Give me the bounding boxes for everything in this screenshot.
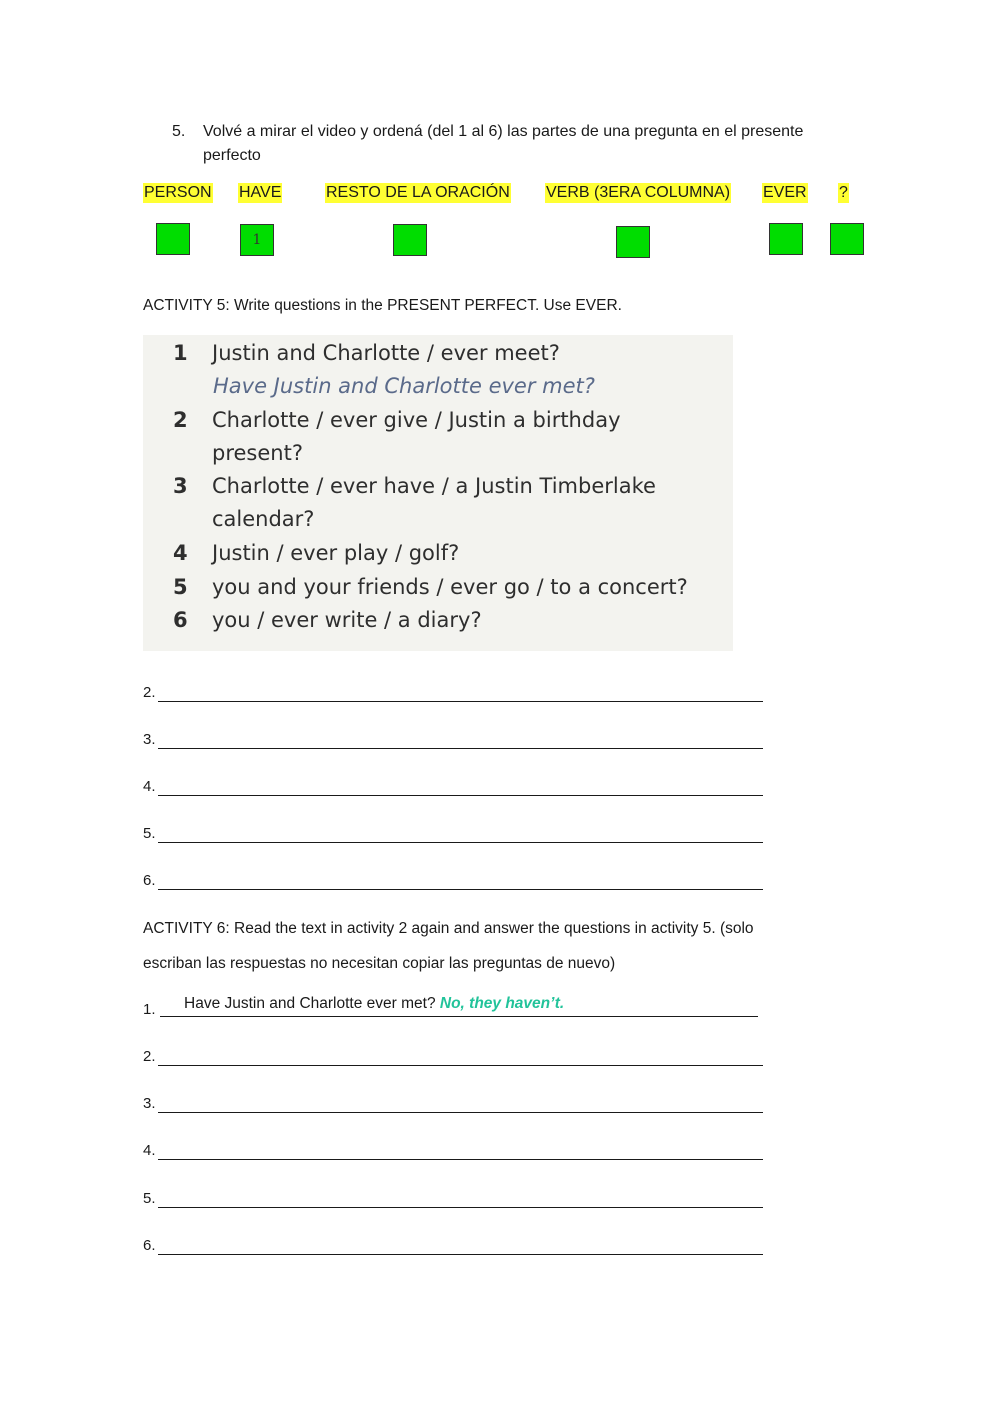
answer-line[interactable]	[158, 795, 763, 796]
answer-line[interactable]	[158, 842, 763, 843]
item-number: 5	[173, 575, 188, 599]
prompt-line: Charlotte / ever give / Justin a birthday	[212, 408, 621, 432]
answer-line-number: 3.	[143, 1095, 156, 1112]
question-number: 5.	[172, 123, 186, 140]
answer-line-number: 1.	[143, 1001, 156, 1018]
answer-line[interactable]	[158, 889, 763, 890]
prompt-line: Charlotte / ever have / a Justin Timberlake	[212, 474, 656, 498]
label-verb: VERB (3ERA COLUMNA)	[546, 184, 731, 201]
textbook-excerpt	[143, 335, 733, 651]
order-box-resto[interactable]	[393, 224, 427, 256]
answer-line-number: 5.	[143, 1190, 156, 1207]
answer-line-number: 2.	[143, 684, 156, 701]
answer-line-number: 6.	[143, 872, 156, 889]
label-have: HAVE	[239, 184, 282, 201]
answer-line[interactable]	[160, 1016, 758, 1017]
answer-line[interactable]	[158, 1112, 763, 1113]
sample-answer	[184, 995, 564, 1013]
label-resto: RESTO DE LA ORACIÓN	[326, 184, 510, 201]
answer-line-number: 3.	[143, 731, 156, 748]
sample-answer-text: No, they haven’t.	[439, 995, 565, 1012]
prompt-line: calendar?	[212, 507, 315, 531]
item-number: 3	[173, 474, 188, 498]
label-ever: EVER	[763, 184, 807, 201]
answer-line[interactable]	[158, 748, 763, 749]
order-box-question-mark[interactable]	[830, 223, 864, 255]
item-number: 4	[173, 541, 188, 565]
answer-line-number: 4.	[143, 778, 156, 795]
prompt-line: you and your friends / ever go / to a concert?	[212, 575, 688, 599]
answer-line[interactable]	[158, 701, 763, 702]
order-box-verb[interactable]	[616, 226, 650, 258]
answer-line-number: 2.	[143, 1048, 156, 1065]
activity-6-heading-line2: escriban las respuestas no necesitan copiar las preguntas de nuevo)	[143, 955, 616, 972]
question-text: Volvé a mirar el video y ordená (del 1 al 6) las partes de una pregunta en el presente perfecto	[203, 123, 804, 164]
prompt-line: Justin / ever play / golf?	[212, 541, 460, 565]
prompt-line: Justin and Charlotte / ever meet?	[212, 341, 560, 365]
label-question-mark: ?	[839, 184, 848, 201]
example-answer: Have Justin and Charlotte ever met?	[213, 374, 595, 398]
answer-line[interactable]	[158, 1159, 763, 1160]
prompt-line: you / ever write / a diary?	[212, 608, 482, 632]
sample-question: Have Justin and Charlotte ever met?	[184, 995, 436, 1012]
order-box-ever[interactable]	[769, 223, 803, 255]
answer-line[interactable]	[158, 1207, 763, 1208]
answer-line-number: 5.	[143, 825, 156, 842]
label-person: PERSON	[144, 184, 212, 201]
answer-line-number: 4.	[143, 1142, 156, 1159]
activity-5-heading: ACTIVITY 5: Write questions in the PRESENT PERFECT. Use EVER.	[143, 297, 622, 314]
order-box-have[interactable]: 1	[240, 224, 274, 256]
answer-line[interactable]	[158, 1254, 763, 1255]
answer-line[interactable]	[158, 1065, 763, 1066]
activity-6-heading-line1: ACTIVITY 6: Read the text in activity 2 again and answer the questions in activity 5. (solo	[143, 920, 754, 937]
item-number: 2	[173, 408, 188, 432]
item-number: 1	[173, 341, 188, 365]
order-box-person[interactable]	[156, 223, 190, 255]
answer-line-number: 6.	[143, 1237, 156, 1254]
item-number: 6	[173, 608, 188, 632]
prompt-line: present?	[212, 441, 303, 465]
